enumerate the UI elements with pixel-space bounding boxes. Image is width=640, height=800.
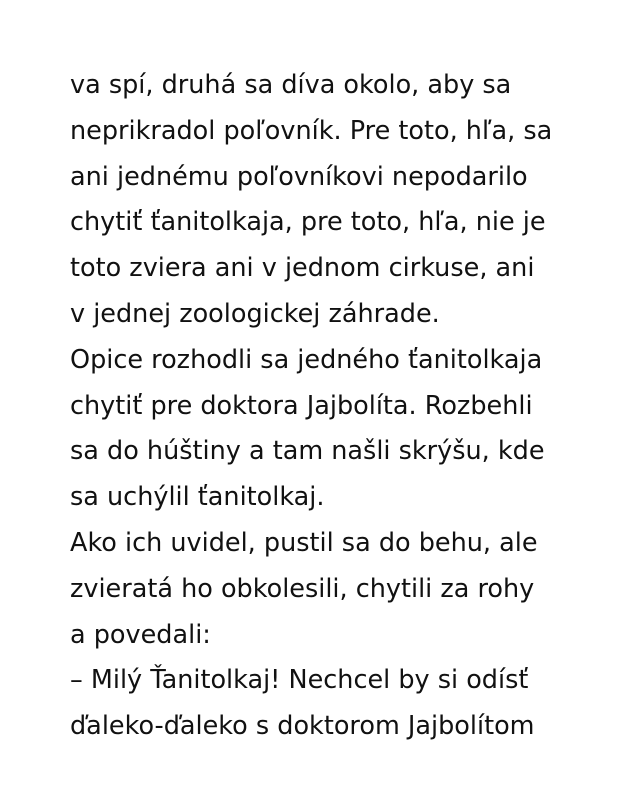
text-line-10: sa uchýlil ťanitolkaj. — [70, 482, 325, 513]
text-line-1: va spí, druhá sa díva okolo, aby sa — [70, 70, 512, 100]
text-line-12: zvieratá ho obkolesili, chytili za rohy — [70, 573, 535, 604]
text-line-8: chytiť pre doktora Jajbolíta. Rozbehli — [70, 390, 533, 421]
text-line-11: Ako ich uvidel, pustil sa do behu, ale — [70, 527, 538, 558]
text-line-14: – Milý Ťanitolkaj! Nechcel by si odísť — [70, 665, 529, 696]
text-line-3: ani jednému poľovníkovi nepodarilo — [70, 161, 528, 192]
text-line-6: v jednej zoologickej záhrade. — [70, 298, 440, 329]
text-line-15: ďaleko-ďaleko s doktorom Jajbolítom — [70, 711, 535, 742]
text-line-7: Opice rozhodli sa jedného ťanitolkaja — [70, 344, 543, 375]
text-line-13: a povedali: — [70, 619, 211, 650]
body-text — [70, 63, 630, 750]
text-line-2: neprikradol poľovník. Pre toto, hľa, sa — [70, 115, 553, 146]
text-line-5: toto zviera ani v jednom cirkuse, ani — [70, 253, 535, 284]
text-line-9: sa do húštiny a tam našli skrýšu, kde — [70, 436, 545, 467]
text-line-4: chytiť ťanitolkaja, pre toto, hľa, nie je — [70, 207, 546, 238]
